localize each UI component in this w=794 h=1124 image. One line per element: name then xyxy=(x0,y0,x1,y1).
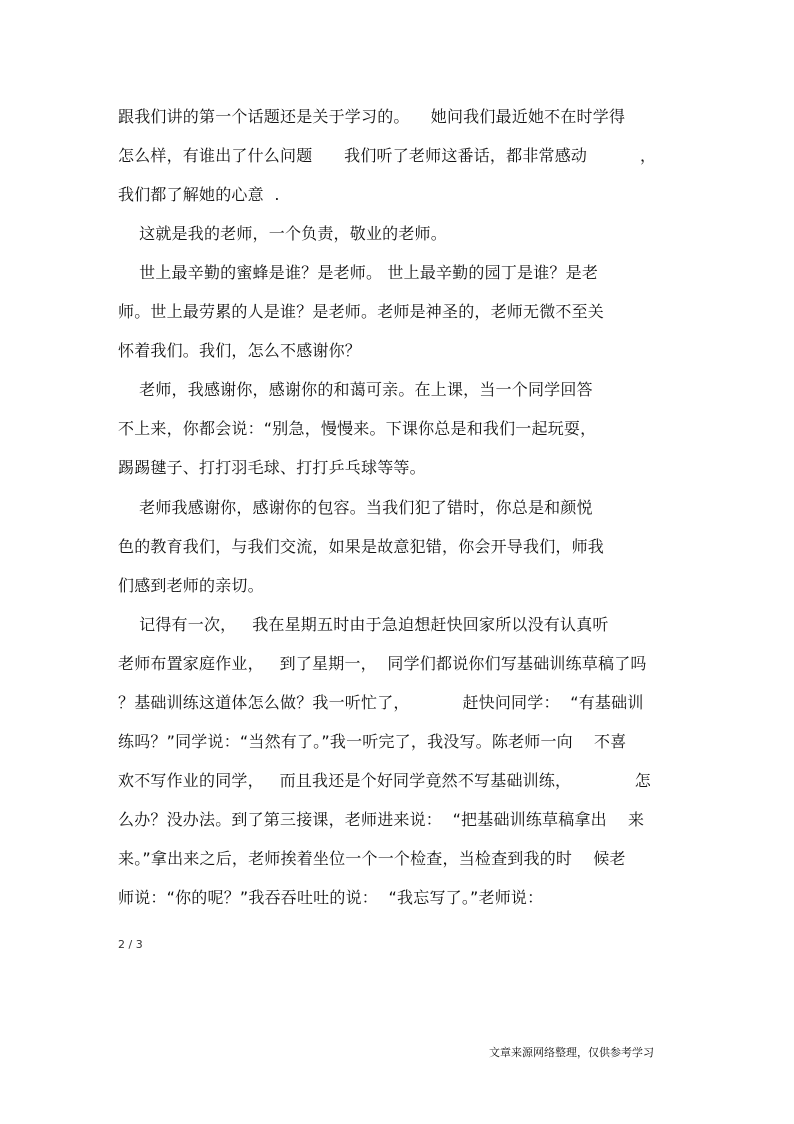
body-line: 我们都了解她的心意 . xyxy=(118,185,280,204)
body-line: 不上来，你都会说：“别急，慢慢来。下课你总是和我们一起玩耍， xyxy=(118,419,597,438)
body-line: 世上最辛勤的蜜蜂是谁？是老师。 世上最辛勤的园丁是谁？是老 xyxy=(118,263,599,282)
footer-note: 文章来源网络整理，仅供参考学习 xyxy=(489,1046,654,1059)
body-line: 怀着我们。我们，怎么不感谢你？ xyxy=(118,341,362,360)
body-line: 跟我们讲的第一个话题还是关于学习的。 她问我们最近她不在时学得 xyxy=(118,107,626,126)
body-line: 来。”拿出来之后，老师挨着坐位一个一个检查，当检查到我的时 候老 xyxy=(118,849,626,868)
body-line: 老师，我感谢你，感谢你的和蔼可亲。在上课，当一个同学回答 xyxy=(118,380,593,399)
body-line: 老师我感谢你，感谢你的包容。当我们犯了错时，你总是和颜悦 xyxy=(118,498,593,517)
body-line: 老师布置家庭作业， 到了星期一， 同学们都说你们写基础训练草稿了吗 xyxy=(118,654,647,673)
body-line: 色的教育我们，与我们交流，如果是故意犯错，你会开导我们，师我 xyxy=(118,537,605,556)
body-line: 怎么样，有谁出了什么问题 我们听了老师这番话，都非常感动 ， xyxy=(118,146,657,165)
body-line: 练吗？”同学说：“当然有了。”我一听完了，我没写。陈老师一向 不喜 xyxy=(118,732,627,751)
body-line: 记得有一次， 我在星期五时由于急迫想赶快回家所以没有认真听 xyxy=(118,615,609,634)
body-line: 这就是我的老师，一个负责，敬业的老师。 xyxy=(118,224,447,243)
body-line: 师。世上最劳累的人是谁？是老师。老师是神圣的，老师无微不至关 xyxy=(118,302,605,321)
body-line: 欢不写作业的同学， 而且我还是个好同学竟然不写基础训练， 怎 xyxy=(118,771,651,790)
body-line: 师说：“你的呢？”我吞吞吐吐的说： “我忘写了。”老师说： xyxy=(118,888,544,907)
body-line: 踢踢毽子、打打羽毛球、打打乒乓球等等。 xyxy=(118,458,426,477)
page-number: 2 / 3 xyxy=(118,938,143,951)
body-line: 们感到老师的亲切。 xyxy=(118,576,264,595)
body-line: ？基础训练这道体怎么做？我一听忙了， 赶快问同学： “有基础训 xyxy=(118,693,644,712)
body-line: 么办？没办法。到了第三接课，老师进来说： “把基础训练草稿拿出 来 xyxy=(118,810,645,829)
